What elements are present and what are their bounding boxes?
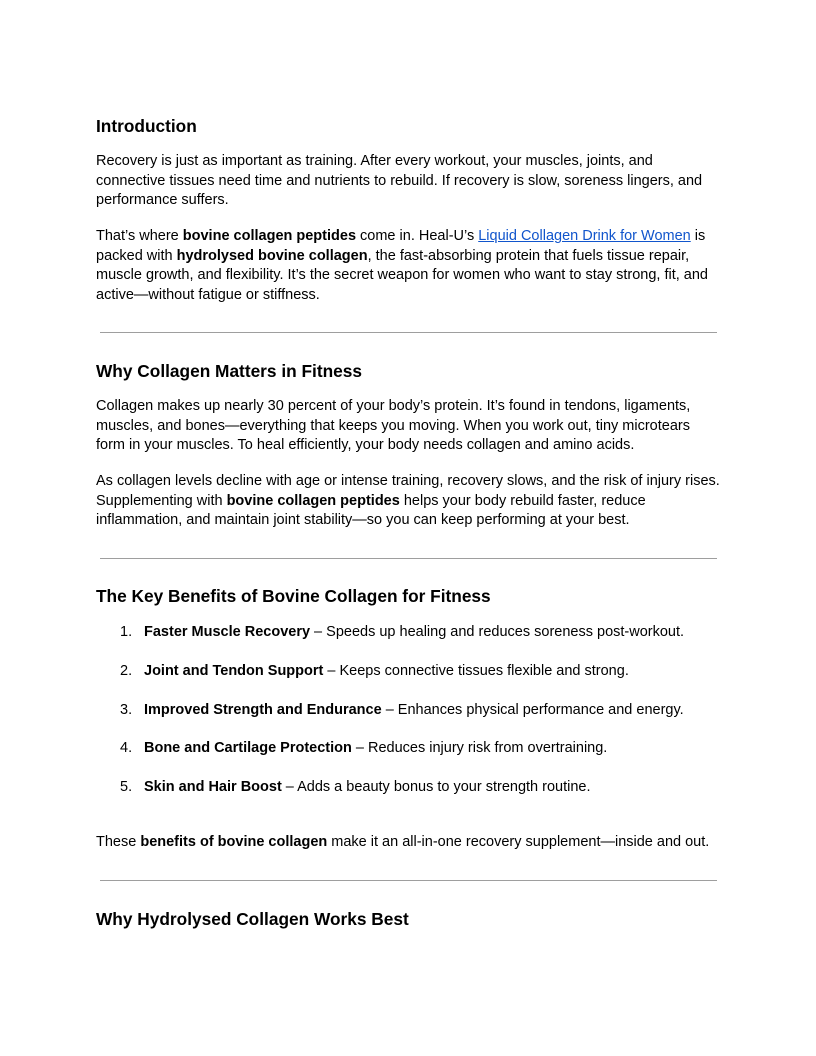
list-item-title: Skin and Hair Boost: [144, 779, 282, 796]
benefits-summary: [96, 833, 720, 853]
intro-p2-text-3: is packed with: [96, 228, 706, 264]
list-item-number: 3.: [120, 701, 133, 718]
collagen-drink-link[interactable]: Liquid Collagen Drink for Women: [478, 228, 691, 244]
intro-p2-text-4: , the fast-absorbing protein that fuels tissue repair, muscle growth, and flexibility. It’s the secret weapon for women who want to stay strong, fit, and active—without fatigue or stiffness.: [96, 247, 708, 303]
section-divider: [100, 880, 717, 881]
list-item-title: Bone and Cartilage Protection: [144, 740, 352, 757]
list-item-number: 1.: [120, 624, 133, 640]
summary-bold-1: benefits of bovine collagen: [140, 834, 328, 850]
intro-paragraph-1: Recovery is just as important as training. After every workout, your muscles, joints, and connective tissues need time and nutrients to rebuild. If recovery is slow, soreness lingers, and performance suffers.: [96, 153, 703, 208]
list-item-text: – Enhances physical performance and energy.: [381, 701, 684, 718]
summary-text-2: make it an all-in-one recovery supplement—inside and out.: [327, 834, 710, 850]
intro-p2-bold-1: bovine collagen peptides: [182, 228, 357, 244]
why-paragraph-1: Collagen makes up nearly 30 percent of your body’s protein. It’s found in tendons, ligaments, muscles, and bones—everything that keeps you moving. When you work out, tiny microtears form in your muscles. To heal efficiently, your body needs collagen and amino acids.: [96, 398, 691, 453]
list-item: [96, 662, 720, 682]
list-item-text: – Keeps connective tissues flexible and strong.: [323, 662, 629, 679]
why-paragraph-2: [96, 472, 720, 531]
list-item: [96, 778, 720, 798]
summary-text-1: These: [96, 834, 141, 850]
list-item-text: – Speeds up healing and reduces soreness post-workout.: [310, 624, 685, 640]
list-item-text: – Reduces injury risk from overtraining.: [351, 740, 608, 757]
intro-paragraph-2: [96, 227, 720, 305]
intro-p2-bold-2: hydrolysed bovine collagen: [176, 247, 368, 264]
why-p2-bold-1: bovine collagen peptides: [226, 492, 400, 509]
why-p2-text-1: As collagen levels decline with age or intense training, recovery slows, and the risk of injury rises. Supplementing with: [96, 473, 720, 509]
hydrolysed-heading: Why Hydrolysed Collagen Works Best: [96, 909, 409, 929]
intro-heading: Introduction: [96, 116, 197, 136]
list-item-number: 5.: [120, 779, 133, 796]
benefits-list: [96, 623, 720, 817]
benefits-heading: The Key Benefits of Bovine Collagen for Fitness: [96, 586, 491, 606]
list-item: [96, 739, 720, 759]
list-item-number: 4.: [120, 740, 133, 757]
list-item-text: – Adds a beauty bonus to your strength routine.: [281, 779, 591, 796]
list-item-number: 2.: [120, 662, 133, 679]
list-item: [96, 701, 720, 721]
list-item-title: Improved Strength and Endurance: [144, 701, 382, 718]
intro-p2-text-1: That’s where: [96, 228, 183, 244]
section-divider: [100, 332, 717, 333]
list-item-title: Joint and Tendon Support: [144, 662, 324, 679]
list-item: [96, 623, 720, 643]
why-heading: Why Collagen Matters in Fitness: [96, 361, 362, 381]
why-p2-text-2: helps your body rebuild faster, reduce inflammation, and maintain joint stability—so you can keep performing at your best.: [96, 492, 646, 528]
section-divider: [100, 558, 717, 559]
list-item-title: Faster Muscle Recovery: [144, 624, 311, 640]
intro-p2-text-2: come in. Heal-U’s: [356, 228, 479, 244]
